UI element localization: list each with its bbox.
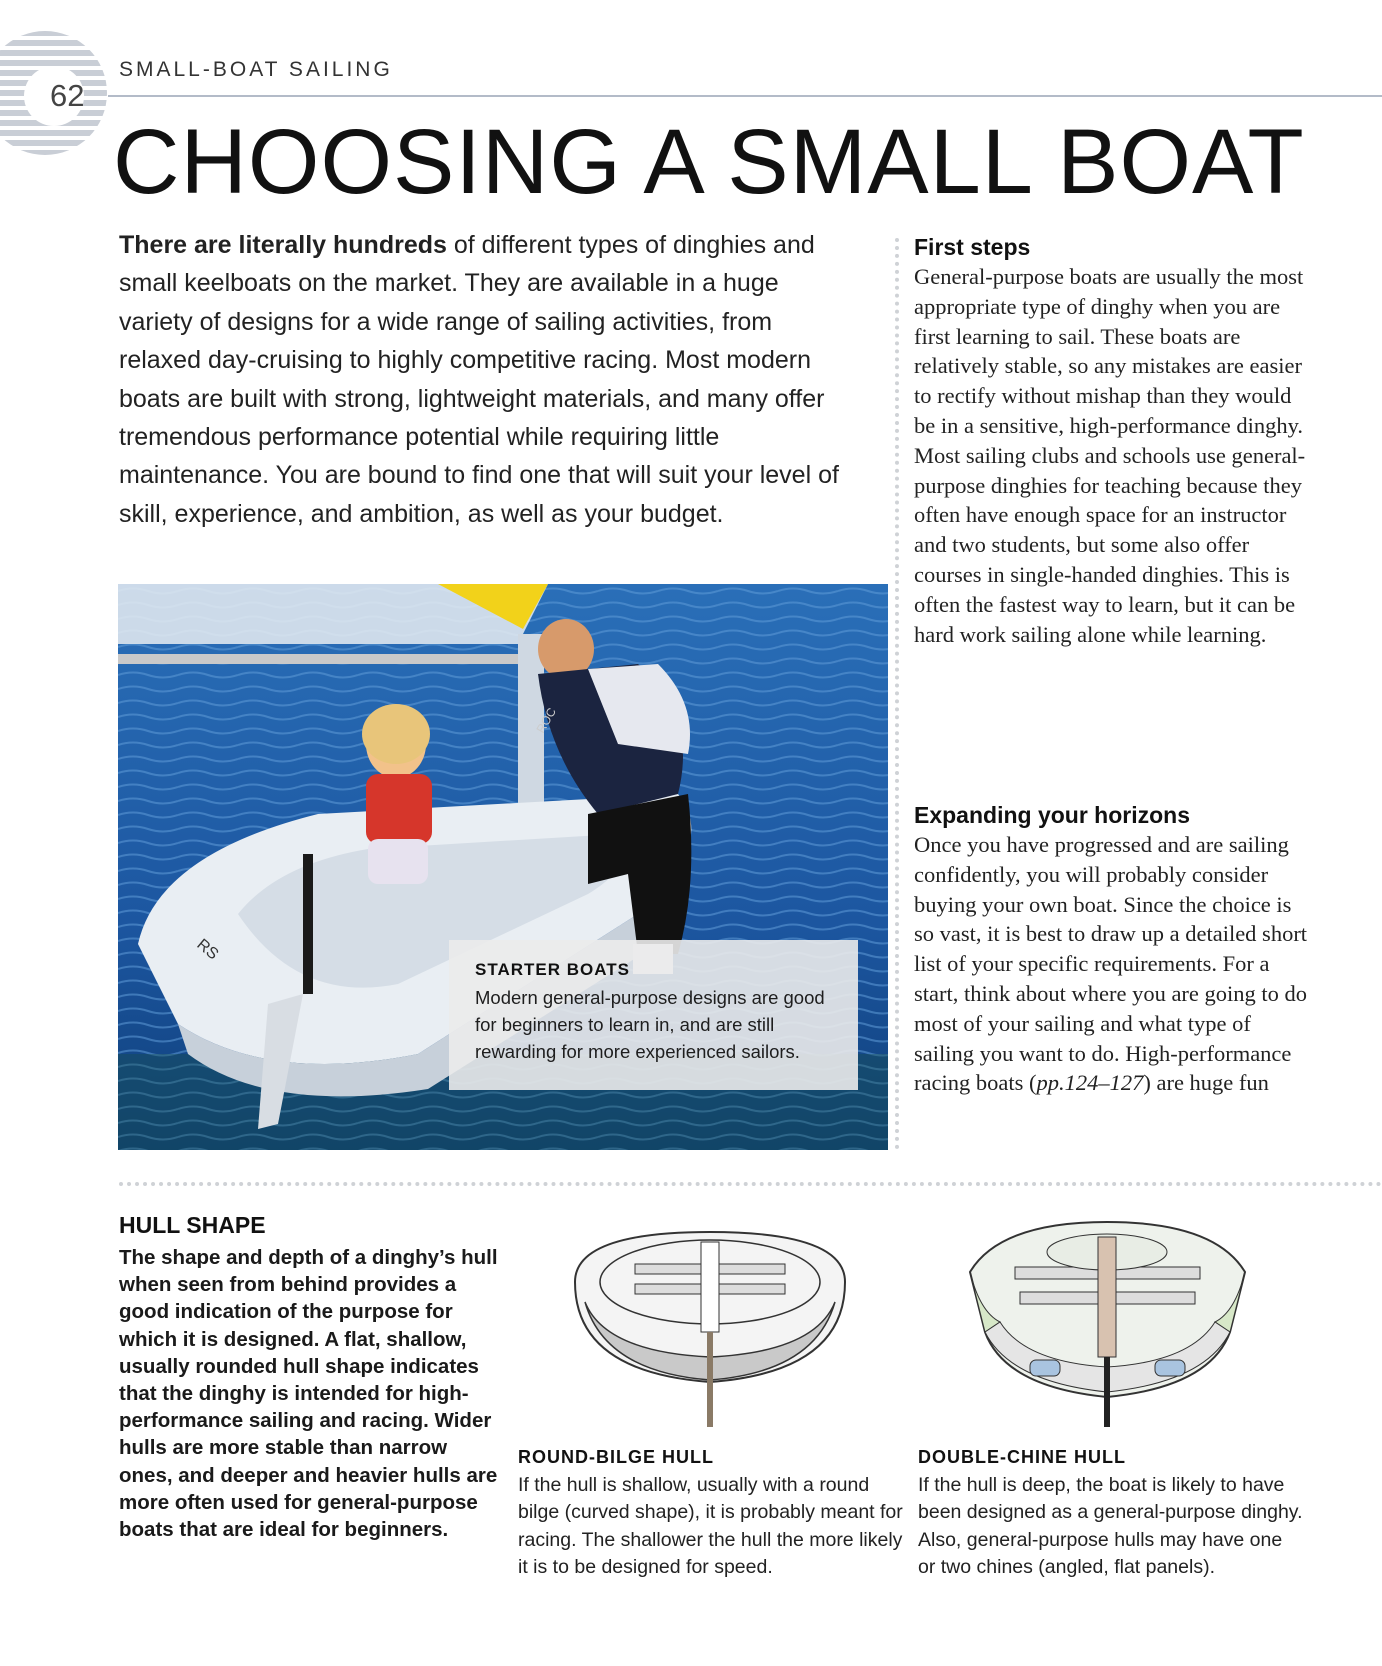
photo-caption bbox=[449, 940, 858, 1090]
page-reference: pp.124–127 bbox=[1036, 1070, 1144, 1096]
expanding-text bbox=[914, 830, 1314, 1098]
double-chine-text: If the hull is deep, the boat is likely to have been designed as a general-purpose dinghy. Also, general-purpose hulls may have one or two chines (angled, flat panels). bbox=[918, 1474, 1303, 1579]
expanding-section bbox=[914, 800, 1314, 1098]
round-bilge-text: If the hull is shallow, usually with a round bilge (curved shape), it is probably meant for racing. The shallower the hull the more likely it is to be designed for speed. bbox=[518, 1474, 903, 1579]
first-steps-heading: First steps bbox=[914, 234, 1031, 260]
hull-shape-text: The shape and depth of a dinghy’s hull when seen from behind provides a good indication of the purpose for which it is designed. A flat, shallow, usually rounded hull shape indicates that the dinghy is intended for high-performance sailing and racing. Wider hulls are more stable than narrow ones, and deeper and heavier hulls are more often used for general-purpose boats that are ideal for beginners. bbox=[119, 1246, 498, 1542]
expanding-heading: Expanding your horizons bbox=[914, 802, 1191, 828]
page-number: 62 bbox=[50, 78, 85, 113]
hull-marking: RS bbox=[193, 936, 222, 964]
expanding-text-before: Once you have progressed and are sailing confidently, you will probably consider buying your own boat. Since the choice is so vast, it is best to draw up a detailed short list of your specific requirements. For a start, think about where you are going to do most of your sailing and what type of sailing you want to do. High-performance racing boats ( bbox=[914, 832, 1308, 1096]
double-chine-diagram bbox=[960, 1212, 1255, 1427]
round-bilge-diagram bbox=[565, 1222, 855, 1427]
first-steps-text: General-purpose boats are usually the most appropriate type of dinghy when you are first learning to sail. These boats are relatively stable, so any mistakes are easier to rectify without mishap than they would be in a sensitive, high-performance dinghy. Most sailing clubs and schools use general-purpose dinghies for teaching because they often have enough space for an instructor and two students, but some also offer courses in single-handed dinghies. This is often the fastest way to learn, but it can be hard work sailing alone while learning. bbox=[914, 264, 1306, 647]
column-divider bbox=[895, 238, 899, 1150]
caption-title: STARTER BOATS bbox=[475, 960, 630, 979]
round-bilge-heading: ROUND-BILGE HULL bbox=[518, 1447, 714, 1467]
starter-boat-photo bbox=[118, 584, 888, 1150]
first-steps-section bbox=[914, 232, 1314, 649]
intro-lead: There are literally hundreds bbox=[119, 231, 447, 259]
hull-shape-title: HULL SHAPE bbox=[119, 1212, 266, 1238]
intro-body: of different types of dinghies and small keelboats on the market. They are available in a huge variety of designs for a wide range of sailing activities, from relaxed day-cruising to highly competitive racing. Most modern boats are built with strong, lightweight materials, and many offer tremendous performance potential while requiring little maintenance. You are bound to find one that will suit your level of skill, experience, and ambition, as well as your budget. bbox=[119, 231, 839, 528]
section-divider bbox=[119, 1182, 1382, 1186]
expanding-text-after: ) are huge fun bbox=[1143, 1070, 1269, 1096]
header-rule bbox=[108, 95, 1382, 97]
section-label: SMALL-BOAT SAILING bbox=[119, 58, 393, 81]
intro-paragraph bbox=[119, 226, 849, 533]
page-title: CHOOSING A SMALL BOAT bbox=[113, 111, 1305, 213]
double-chine-heading: DOUBLE-CHINE HULL bbox=[918, 1447, 1126, 1467]
caption-text: Modern general-purpose designs are good for beginners to learn in, and are still rewarding for more experienced sailors. bbox=[475, 987, 825, 1062]
jacket-marking: ROC bbox=[533, 705, 559, 736]
